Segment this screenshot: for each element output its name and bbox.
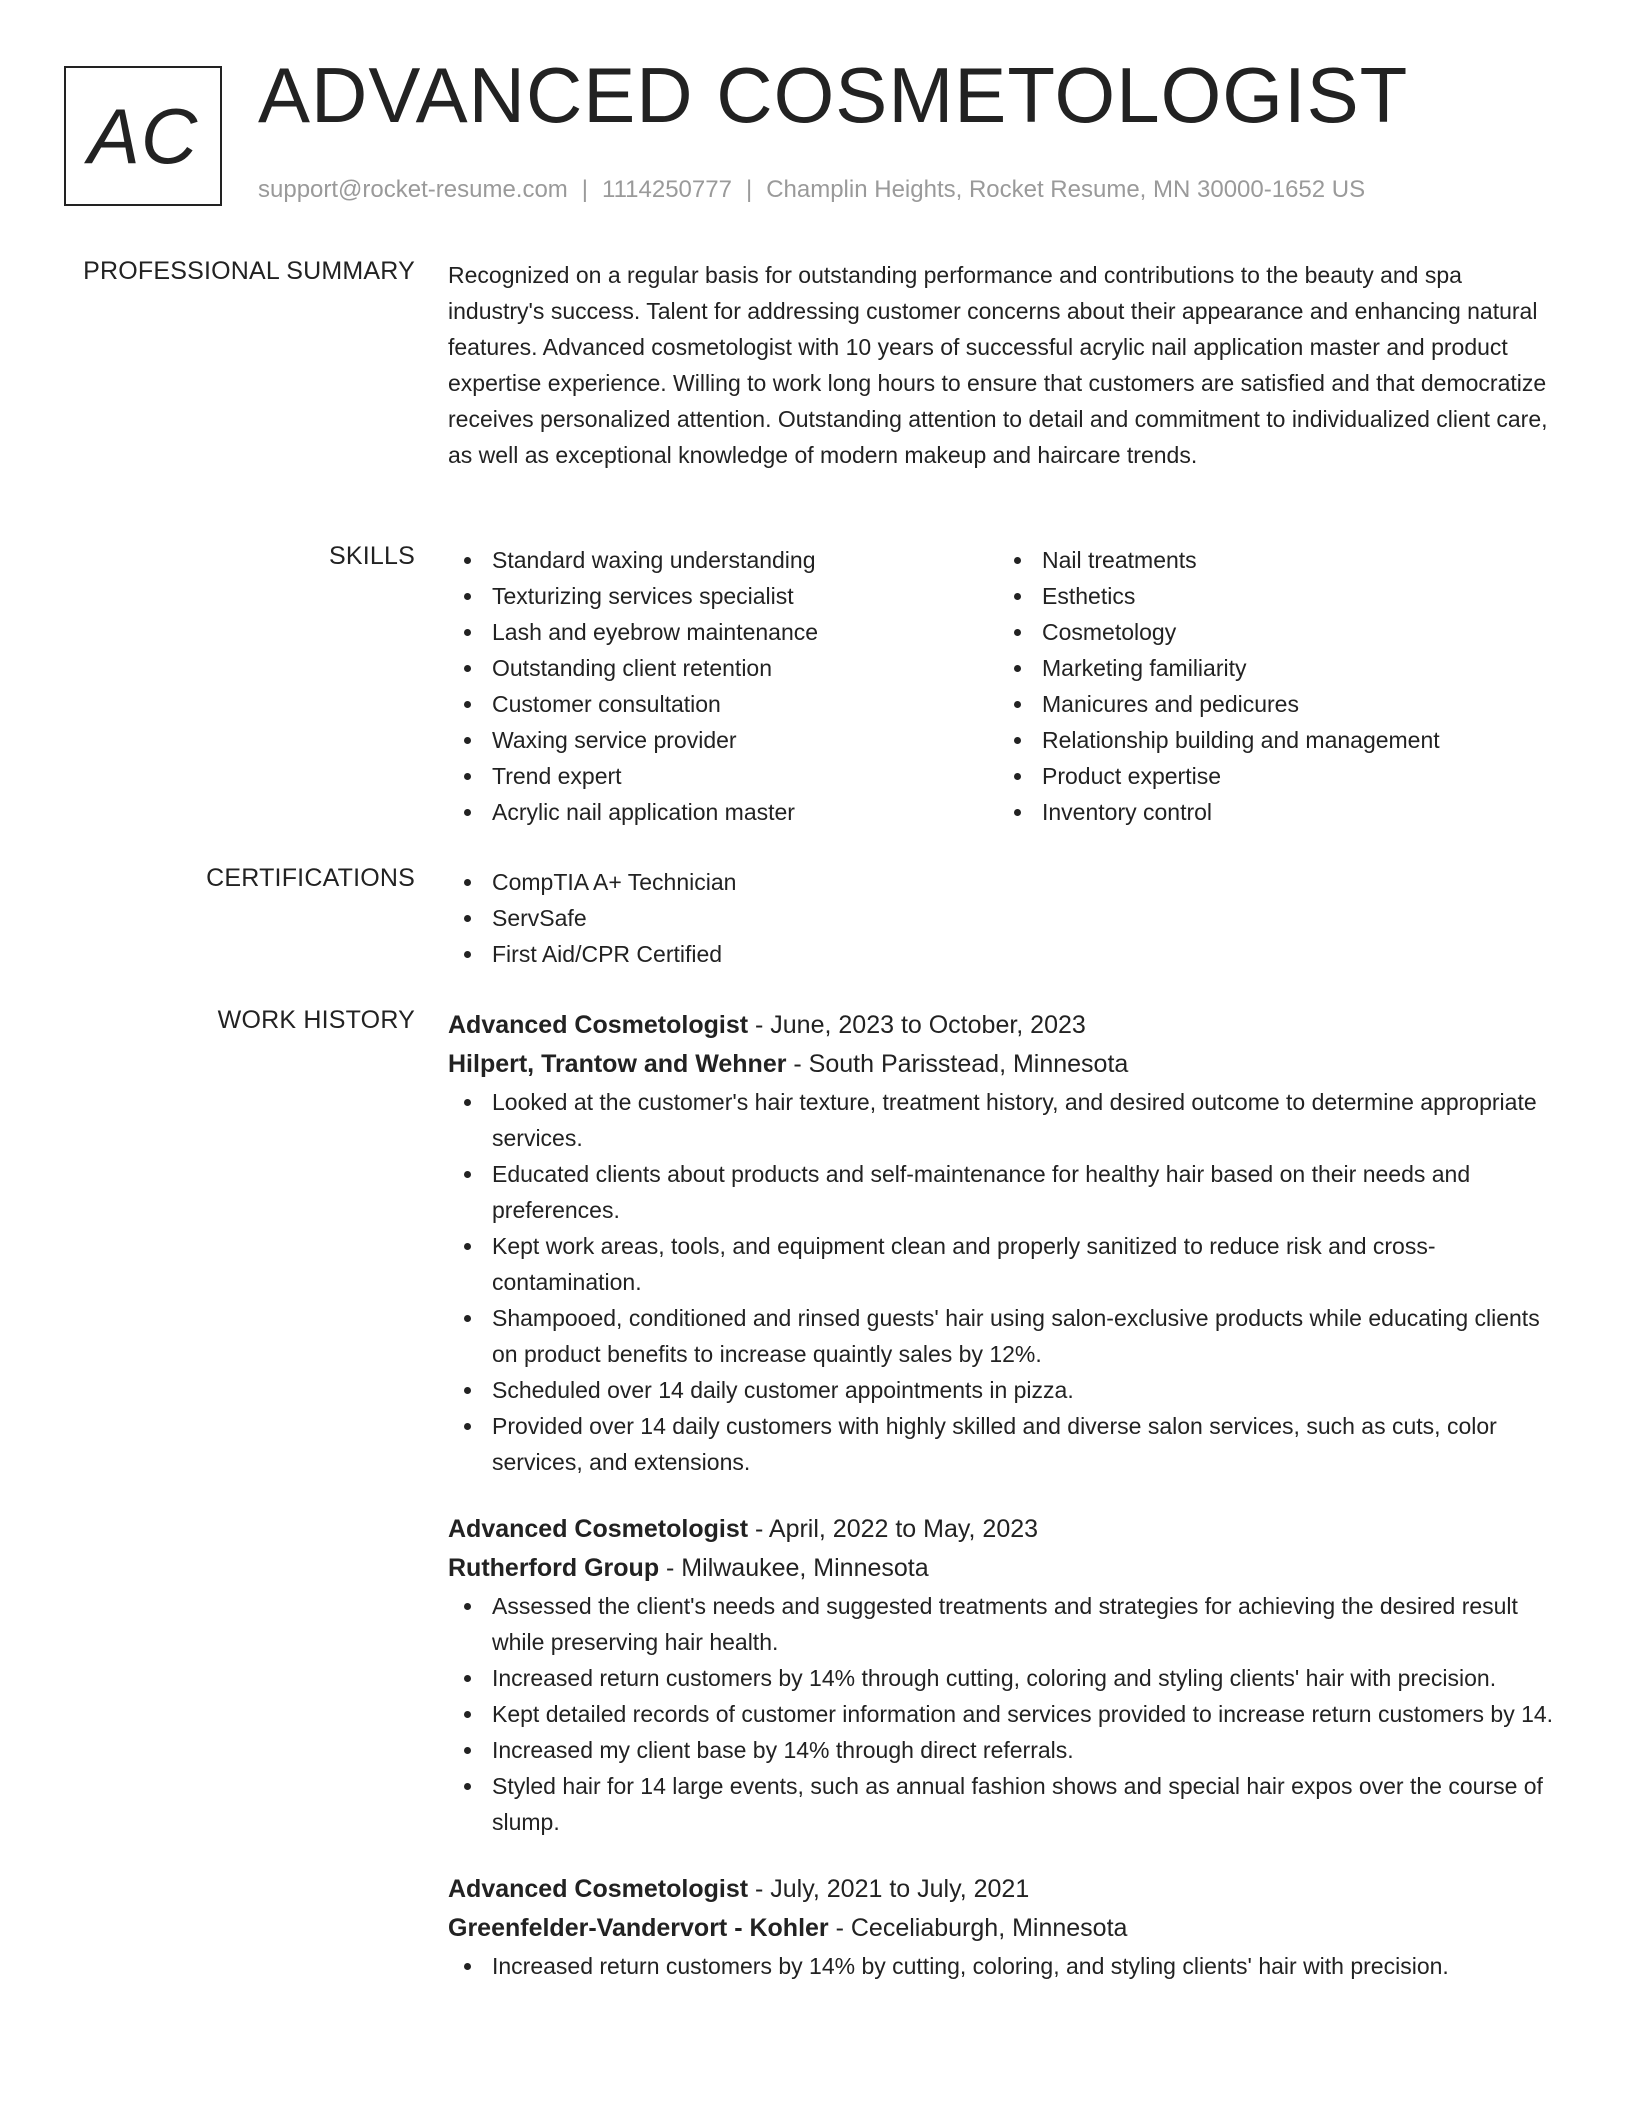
skill-item: Esthetics [998, 578, 1548, 614]
skill-item: Product expertise [998, 758, 1548, 794]
certification-item: First Aid/CPR Certified [448, 936, 1556, 972]
job-title: Advanced Cosmetologist [448, 1515, 749, 1543]
job-title: Advanced Cosmetologist [448, 1011, 749, 1039]
certification-item: ServSafe [448, 900, 1556, 936]
job-bullet-list [448, 1588, 1556, 1840]
job-bullet: Educated clients about products and self-maintenance for healthy hair based on their needs and preferences. [448, 1156, 1556, 1228]
work-history-body [448, 1006, 1556, 1984]
contact-line [258, 176, 1365, 204]
job-bullet-list [448, 1084, 1556, 1480]
skill-item: Marketing familiarity [998, 650, 1548, 686]
job-entry [448, 1006, 1556, 1480]
job-dates: - April, 2022 to May, 2023 [748, 1515, 1039, 1543]
section-label-certifications: CERTIFICATIONS [206, 864, 415, 892]
job-title-line [448, 1870, 1556, 1909]
skill-item: Texturizing services specialist [448, 578, 998, 614]
job-company: Hilpert, Trantow and Wehner [448, 1050, 787, 1078]
skill-item: Lash and eyebrow maintenance [448, 614, 998, 650]
contact-separator: | [745, 176, 753, 203]
contact-email: support@rocket-resume.com [258, 176, 568, 203]
section-label-work-history: WORK HISTORY [217, 1006, 415, 1034]
skill-item: Nail treatments [998, 542, 1548, 578]
contact-separator: | [581, 176, 589, 203]
skill-item: Customer consultation [448, 686, 998, 722]
job-entry [448, 1870, 1556, 1984]
job-bullet: Increased return customers by 14% by cutting, coloring, and styling clients' hair with precision. [448, 1948, 1556, 1984]
skill-item: Relationship building and management [998, 722, 1548, 758]
job-bullet: Assessed the client's needs and suggested treatments and strategies for achieving the desired result while preserving hair health. [448, 1588, 1556, 1660]
job-company-line [448, 1909, 1556, 1948]
job-bullet-list [448, 1948, 1556, 1984]
certifications-list [448, 864, 1556, 972]
certifications-body [448, 864, 1556, 972]
contact-address: Champlin Heights, Rocket Resume, MN 30000-1652 US [766, 176, 1366, 203]
job-title: Advanced Cosmetologist [448, 1875, 749, 1903]
resume-name: ADVANCED COSMETOLOGIST [258, 51, 1409, 139]
job-bullet: Looked at the customer's hair texture, treatment history, and desired outcome to determine appropriate services. [448, 1084, 1556, 1156]
initials-monogram: AC [64, 66, 222, 206]
contact-phone: 1114250777 [602, 176, 732, 203]
job-company-line [448, 1045, 1556, 1084]
job-entry [448, 1510, 1556, 1840]
job-location: - South Parisstead, Minnesota [786, 1050, 1129, 1078]
job-title-line [448, 1510, 1556, 1549]
job-bullet: Kept work areas, tools, and equipment clean and properly sanitized to reduce risk and cross-contamination. [448, 1228, 1556, 1300]
skills-list-left [448, 542, 998, 830]
skill-item: Cosmetology [998, 614, 1548, 650]
certification-item: CompTIA A+ Technician [448, 864, 1556, 900]
skills-body [448, 542, 1556, 830]
job-bullet: Provided over 14 daily customers with highly skilled and diverse salon services, such as cuts, color services, and extensions. [448, 1408, 1556, 1480]
job-location: - Milwaukee, Minnesota [659, 1554, 929, 1582]
job-dates: - July, 2021 to July, 2021 [748, 1875, 1030, 1903]
job-company-line [448, 1549, 1556, 1588]
skill-item: Trend expert [448, 758, 998, 794]
skills-list-right [998, 542, 1548, 830]
job-company: Rutherford Group [448, 1554, 660, 1582]
skill-item: Waxing service provider [448, 722, 998, 758]
skill-item: Manicures and pedicures [998, 686, 1548, 722]
job-bullet: Increased return customers by 14% through cutting, coloring and styling clients' hair with precision. [448, 1660, 1556, 1696]
job-bullet: Kept detailed records of customer information and services provided to increase return customers by 14. [448, 1696, 1556, 1732]
job-location: - Ceceliaburgh, Minnesota [828, 1914, 1128, 1942]
job-company: Greenfelder-Vandervort - Kohler [448, 1914, 829, 1942]
job-dates: - June, 2023 to October, 2023 [748, 1011, 1086, 1039]
skill-item: Inventory control [998, 794, 1548, 830]
section-label-skills: SKILLS [329, 542, 415, 570]
section-label-summary: PROFESSIONAL SUMMARY [83, 257, 415, 285]
summary-text: Recognized on a regular basis for outstanding performance and contributions to the beauty and spa industry's success. Talent for addressing customer concerns about their appearance and enhancing natural features. Advanced cosmetologist with 10 years of successful acrylic nail application master and product expertise experience. Willing to work long hours to ensure that customers are satisfied and that democratize receives personalized attention. Outstanding attention to detail and commitment to individualized client care, as well as exceptional knowledge of modern makeup and haircare trends. [448, 262, 1548, 468]
job-bullet: Styled hair for 14 large events, such as annual fashion shows and special hair expos over the course of slump. [448, 1768, 1556, 1840]
skill-item: Standard waxing understanding [448, 542, 998, 578]
skill-item: Outstanding client retention [448, 650, 998, 686]
job-bullet: Shampooed, conditioned and rinsed guests' hair using salon-exclusive products while educating clients on product benefits to increase quaintly sales by 12%. [448, 1300, 1556, 1372]
summary-body [448, 257, 1556, 473]
job-bullet: Increased my client base by 14% through direct referrals. [448, 1732, 1556, 1768]
job-bullet: Scheduled over 14 daily customer appointments in pizza. [448, 1372, 1556, 1408]
skill-item: Acrylic nail application master [448, 794, 998, 830]
job-title-line [448, 1006, 1556, 1045]
